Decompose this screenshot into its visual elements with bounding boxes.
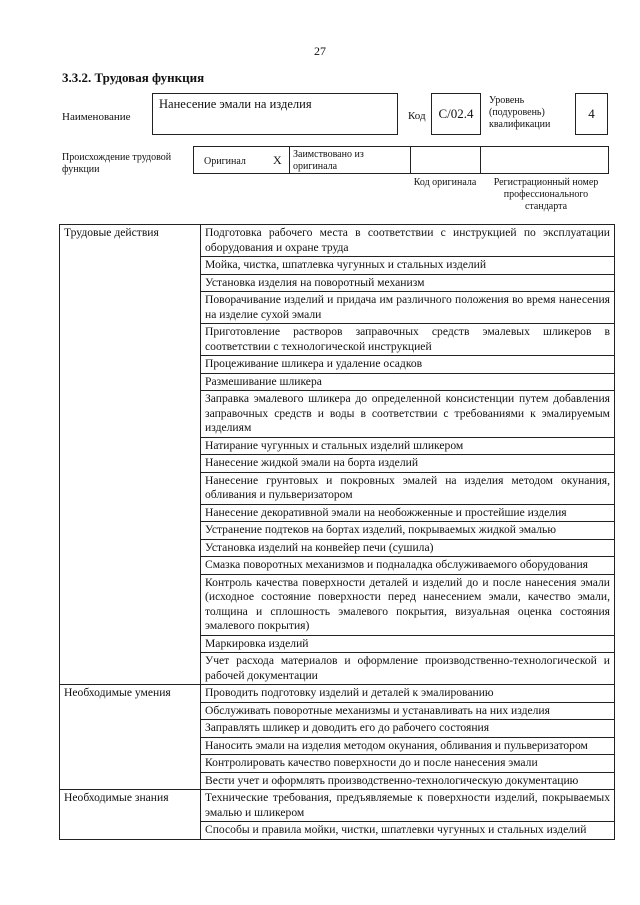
name-label: Наименование <box>62 111 131 123</box>
origin-divider-1 <box>289 146 290 174</box>
section-item: Заправка эмалевого шликера до определенной консистенции путем добавления заправочных средств и воды в соответствии с требованиями к эмалируемым изделиям <box>201 391 615 438</box>
section-item: Устранение подтеков на бортах изделий, покрываемых жидкой эмалью <box>201 522 615 540</box>
section-item: Обслуживать поворотные механизмы и устанавливать на них изделия <box>201 702 615 720</box>
section-item: Нанесение жидкой эмали на борта изделий <box>201 455 615 473</box>
labor-function-table <box>59 224 615 840</box>
section-item: Мойка, чистка, шпатлевка чугунных и стальных изделий <box>201 257 615 275</box>
code-value: С/02.4 <box>438 106 474 121</box>
section-item: Натирание чугунных и стальных изделий шликером <box>201 437 615 455</box>
section-item: Маркировка изделий <box>201 635 615 653</box>
original-label: Оригинал <box>204 156 246 167</box>
level-value: 4 <box>588 106 595 121</box>
section-item: Нанесение грунтовых и покровных эмалей на изделия методом окунания, обливания и пульверизатором <box>201 472 615 504</box>
section-item: Поворачивание изделий и придача им различного положения во время нанесения на изделие сухой эмали <box>201 292 615 324</box>
name-value-box <box>152 93 398 135</box>
borrowed-label: Заимствовано из оригинала <box>293 149 364 172</box>
section-item: Учет расхода материалов и оформление производственно-технологической и рабочей документации <box>201 653 615 685</box>
name-value: Нанесение эмали на изделия <box>159 97 312 111</box>
reg-number-caption: Регистрационный номер профессионального стандарта <box>493 177 599 212</box>
origin-divider-3 <box>480 146 481 174</box>
section-category: Необходимые умения <box>60 685 201 790</box>
table-row <box>60 685 615 703</box>
origin-divider-2 <box>410 146 411 174</box>
section-item: Заправлять шликер и доводить его до рабочего состояния <box>201 720 615 738</box>
section-item: Приготовление растворов заправочных средств эмалевых шликеров в соответствии с технологической инструкцией <box>201 324 615 356</box>
section-item: Подготовка рабочего места в соответствии с инструкцией по эксплуатации оборудования и охране труда <box>201 225 615 257</box>
page-number: 27 <box>314 44 326 58</box>
section-category: Трудовые действия <box>60 225 201 685</box>
origin-code-caption: Код оригинала <box>413 177 477 188</box>
section-category: Необходимые знания <box>60 790 201 840</box>
section-item: Установка изделий на конвейер печи (сушила) <box>201 539 615 557</box>
section-item: Контроль качества поверхности деталей и изделий до и после нанесения эмали (исходное состояние поверхности перед нанесением эмали, качество эмали, толщина и сплошность эмалевого покрытия, визуальная оценка состояния эмалевого покрытия) <box>201 574 615 635</box>
code-value-box <box>431 93 481 135</box>
section-item: Нанесение декоративной эмали на необожженные и простейшие изделия <box>201 504 615 522</box>
section-item: Наносить эмали на изделия методом окунания, обливания и пульверизатором <box>201 737 615 755</box>
original-mark: Х <box>273 153 282 167</box>
table-row <box>60 790 615 822</box>
section-item: Технические требования, предъявляемые к поверхности изделий, покрываемых эмалью и шликером <box>201 790 615 822</box>
section-item: Вести учет и оформлять производственно-технологическую документацию <box>201 772 615 790</box>
section-item: Контролировать качество поверхности до и после нанесения эмали <box>201 755 615 773</box>
section-item: Размешивание шликера <box>201 373 615 391</box>
section-item: Процеживание шликера и удаление осадков <box>201 356 615 374</box>
level-value-box <box>575 93 608 135</box>
section-item: Установка изделия на поворотный механизм <box>201 274 615 292</box>
code-label: Код <box>408 110 426 122</box>
section-item: Способы и правила мойки, чистки, шпатлевки чугунных и стальных изделий <box>201 822 615 840</box>
section-title: 3.3.2. Трудовая функция <box>62 70 205 85</box>
section-item: Проводить подготовку изделий и деталей к эмалированию <box>201 685 615 703</box>
origin-label: Происхождение трудовой функции <box>62 152 172 175</box>
table-row <box>60 225 615 257</box>
level-label: Уровень (подуровень) квалификации <box>489 95 551 130</box>
section-item: Смазка поворотных механизмов и подналадка обслуживаемого оборудования <box>201 557 615 575</box>
